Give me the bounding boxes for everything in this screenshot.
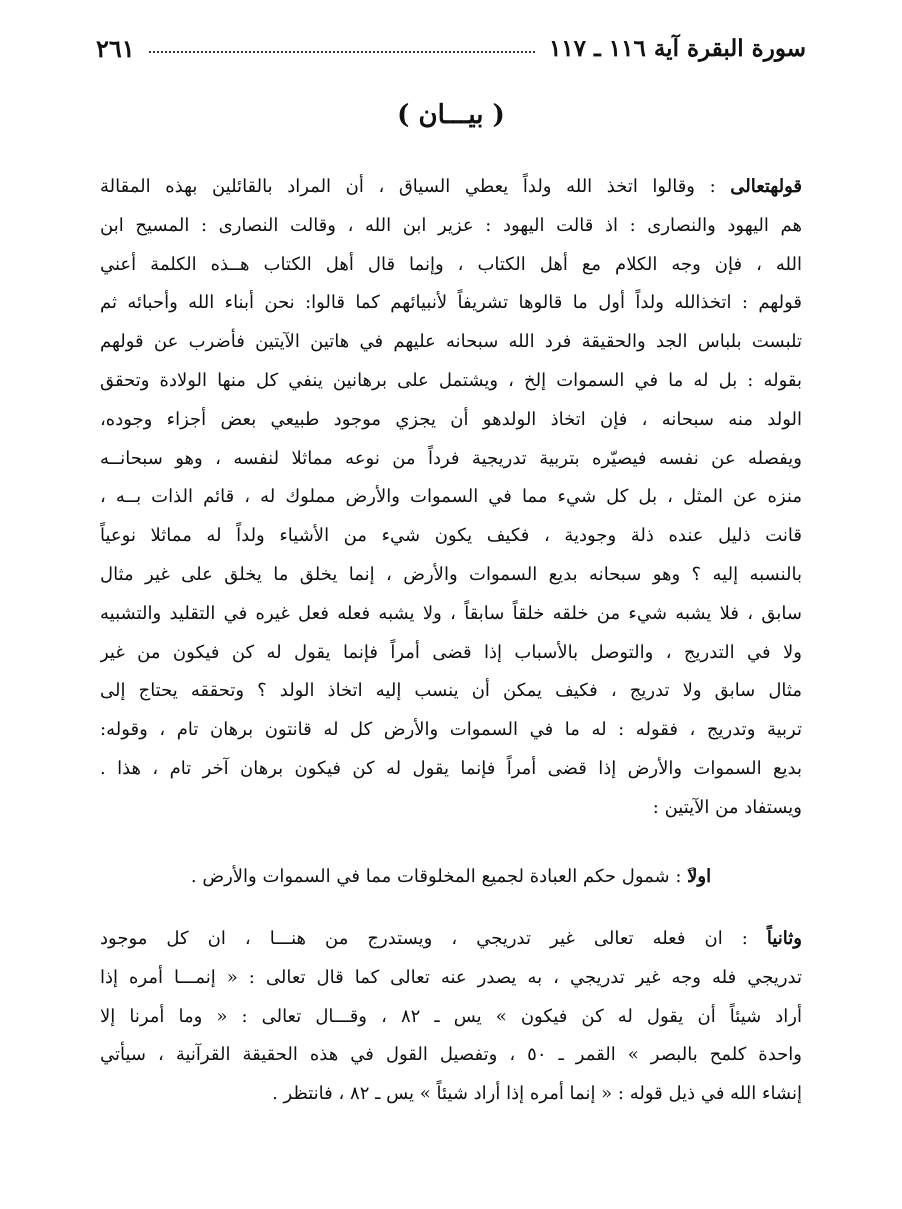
paragraph-line: بديع السموات والأرض إذا قضى أمراً فإنما يقول له كن فيكون برهان آخر تام ، هذا . [100,757,802,779]
paragraph-line: تلبست بلباس الجد والحقيقة فرد الله سبحانه عليهم في هاتين الآيتين فأضرب عن قولهم [100,331,802,353]
point-one [100,858,802,897]
paragraph-line: الله ، فإن وجه الكلام مع أهل الكتاب ، وإنما قال أهل الكتاب هــذه الكلمة أعني [100,253,802,275]
lead-word: وثانياً [766,928,802,949]
paragraph-line: واحدة كلمح بالبصر » القمر ـ ٥٠ ، وتفصيل القول في هذه الحقيقة القرآنية ، سيأتي [100,1044,802,1066]
paragraph-line: بقوله : بل له ما في السموات إلخ ، ويشتمل على برهانين ينفي كل منها الولادة وتحقق [100,369,802,391]
paragraph-line: ويفصله عن نفسه فيصيّره بتربية تدريجية فرداً من نوعه مماثلا لنفسه ، وهو سبحانــه [100,447,802,469]
page-number: ٢٦١ [96,33,135,63]
paragraph-line: قولهتعالى : وقالوا اتخذ الله ولداً يعطي السياق ، أن المراد بالقائلين بهذه المقالة [100,176,802,197]
paragraph-line: ولا في التدريج ، والتوصل بالأسباب إذا قضى أمراً فإنما يقول له كن فيكون من غير [100,641,802,663]
paragraph-line: الولد منه سبحانه ، فإن اتخاذ الولدهو أن يجزي موجود طبيعي بعض أجزاء وجوده، [100,408,802,430]
paragraph-line: منزه عن المثل ، بل كل شيء مما في السموات والأرض مملوك له ، قائم الذات بــه ، [100,486,802,508]
lead-word: اولا [687,866,712,887]
paragraph-line: إنشاء الله في ذيل قوله : « إنما أمره إذا أراد شيئاً » يس ـ ٨٢ ، فانتظر . [272,1083,802,1105]
running-header [96,30,806,66]
header-dotted-leader [149,51,535,53]
paragraph-line: أراد شيئاً أن يقول له كن فيكون » يس ـ ٨٢ ، وقـــال تعالى : « وما أمرنا إلا [100,1005,802,1027]
lead-word: قولهتعالى [730,176,802,197]
paragraph-line: بالنسبه إليه ؟ وهو سبحانه بديع السموات والأرض ، إنما يخلق ما يخلق على غير مثال [100,563,802,585]
paragraph-line: تربية وتدريج ، فقوله : له ما في السموات والأرض كل له قانتون برهان تام ، وقوله: [100,719,802,741]
paragraph-line: مثال سابق ولا تدريج ، فكيف يمكن أن ينسب إليه اتخاذ الولد ؟ وتحققه يحتاج إلى [100,680,802,702]
paragraph-line: قانت ذليل عنده ذلة وجودية ، فكيف يكون شيء من الأشياء ولداً له مماثلا نوعياً [100,525,802,547]
paragraph-line: سابق ، فلا يشبه شيء من خلقه خلقاً سابقاً ، ولا يشبه فعله فعل غيره في التقليد والتشبيه [100,602,802,624]
paragraph-line: ويستفاد من الآيتين : [652,796,802,818]
paragraph-line: وثانياً : ان فعله تعالى غير تدريجي ، ويستدرج من هنـــا ، ان كل موجود [100,928,802,949]
surah-verse-title: سورة البقرة آية ١١٦ ـ ١١٧ [548,34,806,62]
paragraph-line: تدريجي فله وجه غير تدريجي ، به يصدر عنه تعالى كما قال تعالى : « إنمـــا أمره إذا [100,966,802,988]
paragraph-explanation [100,168,802,828]
point-one-text: اولاً : شمول حكم العبادة لجميع المخلوقات مما في السموات والأرض . [190,866,712,887]
paragraph-line: قولهم : اتخذالله ولداً أول ما قالوها تشريفاً لأنبيائهم كما قالوا: نحن أبناء الله وأحبائه ثم [100,292,802,314]
section-heading: ( بيـــان ) [397,100,505,130]
paragraph-line: هم اليهود والنصارى : اذ قالت اليهود : عزير ابن الله ، وقالت النصارى : المسيح ابن [100,214,802,236]
point-two [100,920,802,1114]
